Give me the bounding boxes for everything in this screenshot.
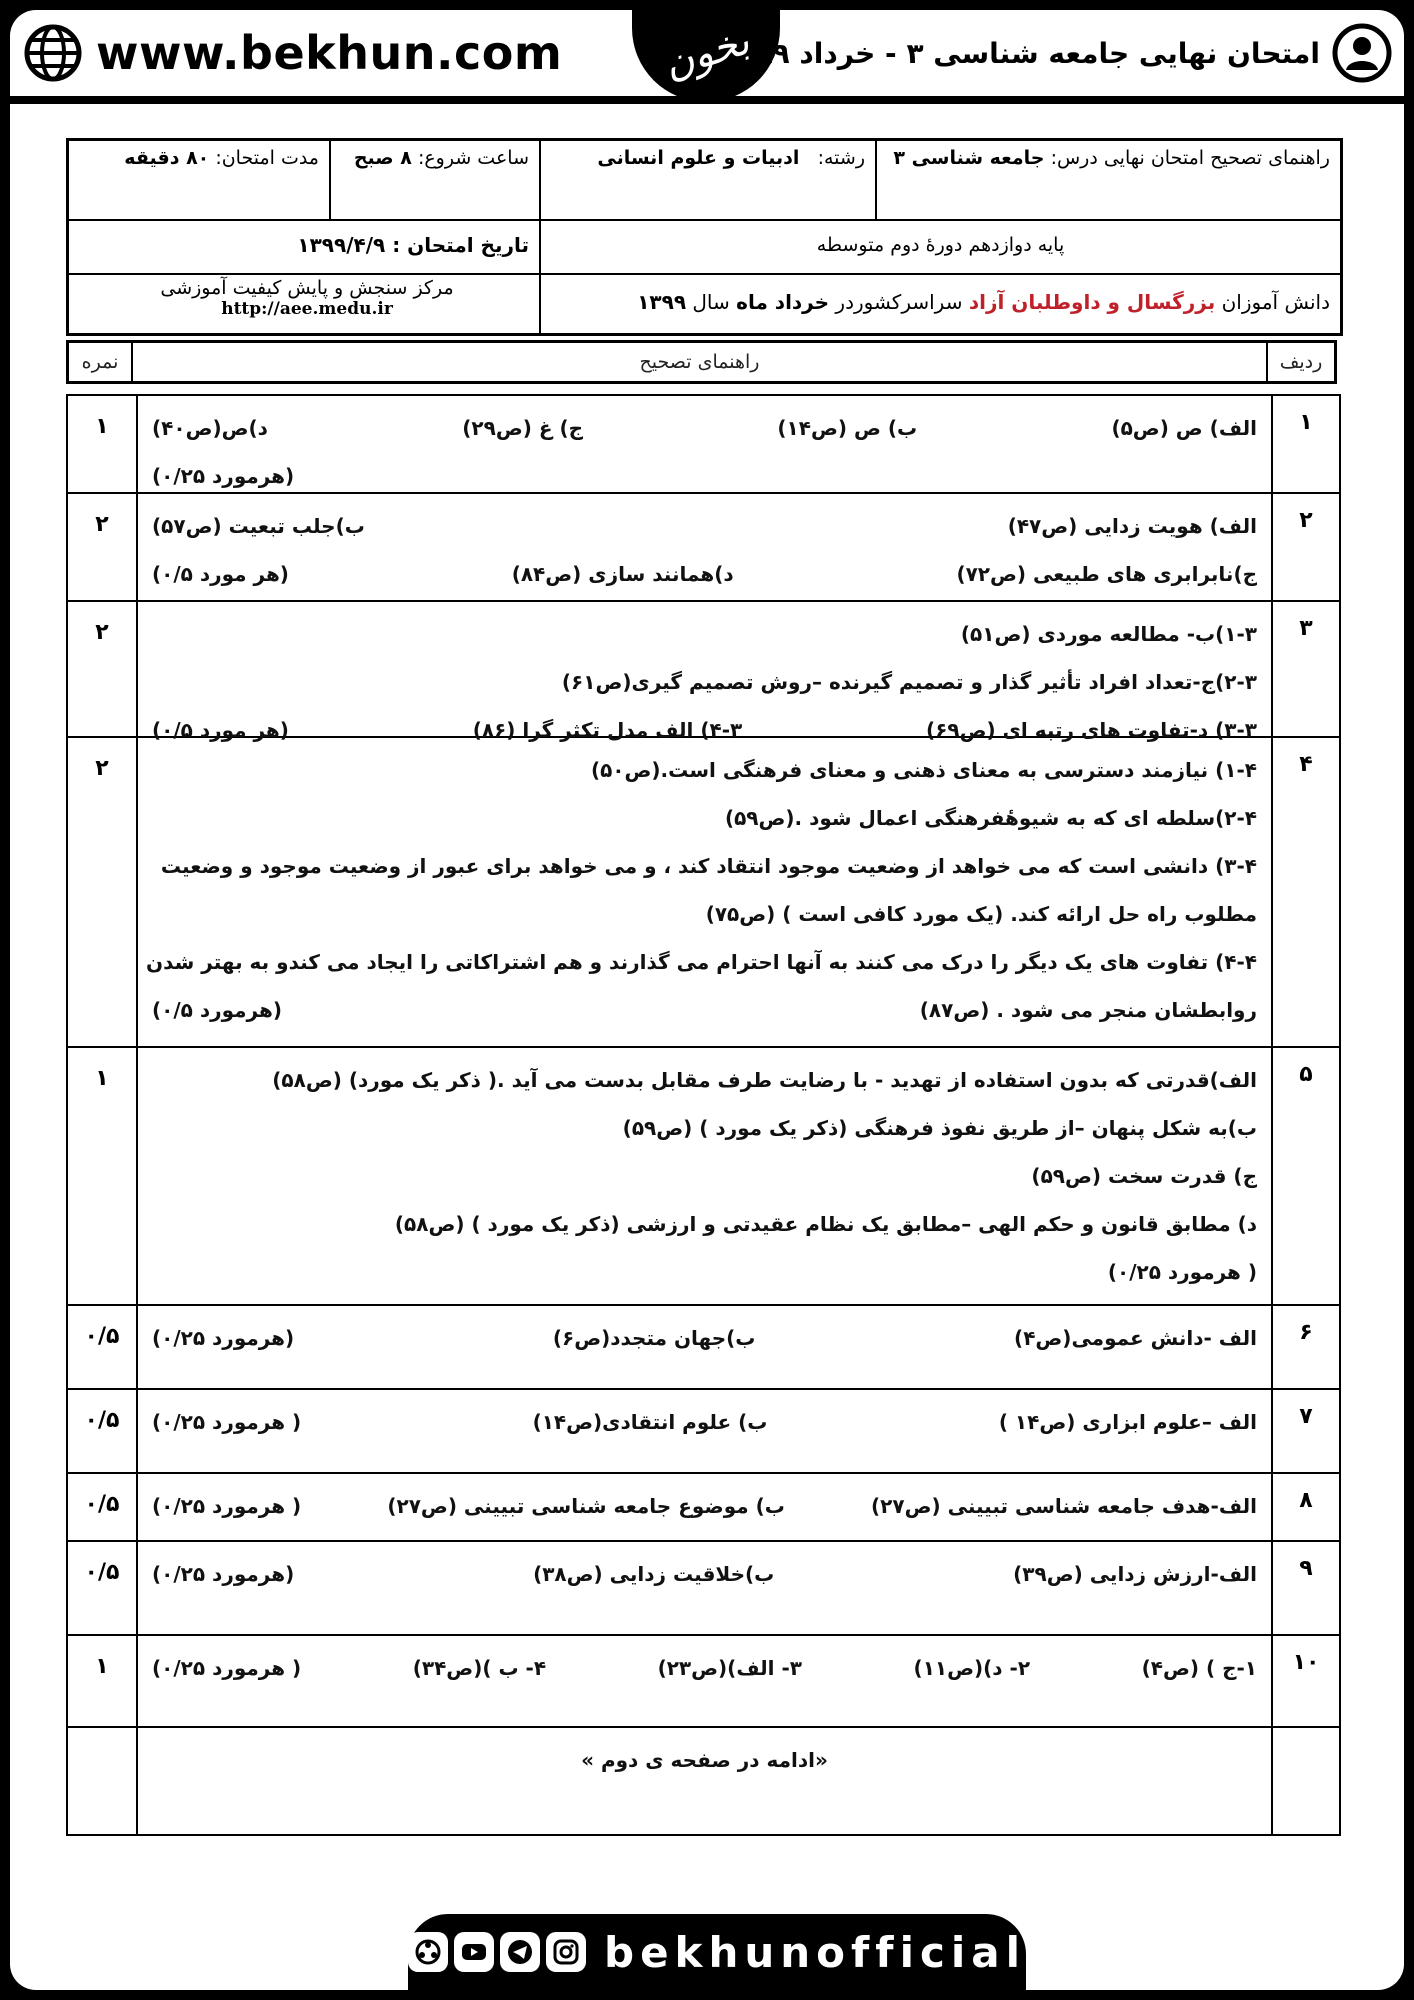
row-number: ۶	[1271, 1306, 1339, 1388]
answer-text: ۳- الف)(ص۲۳)	[657, 1656, 802, 1680]
row-number: ۲	[1271, 494, 1339, 600]
answer-text: ( هرمورد ۰/۲۵)	[152, 1494, 302, 1518]
instagram-icon[interactable]	[546, 1932, 586, 1972]
row-number: ۳	[1271, 602, 1339, 736]
answer-text: ( هرمورد ۰/۲۵)	[152, 1656, 302, 1680]
grade-cell: پایه دوازدهم دورهٔ دوم متوسطه	[539, 221, 1340, 273]
answer-text: ۲-۳)ج-تعداد افراد تأثیر گذار و تصمیم گیرنده –روش تصمیم گیری(ص۶۱)	[561, 670, 1257, 694]
answer-text: ( هرمورد ۰/۲۵)	[152, 1410, 302, 1434]
answer-row	[68, 494, 1339, 602]
answer-text: الف)قدرتی که بدون استفاده از تهدید - با رضایت طرف مقابل بدست می آید .( ذکر یک مورد) (ص۵۸)	[272, 1068, 1257, 1092]
answer-text: ج) غ (ص۲۹)	[462, 416, 584, 440]
answer-text: الف-هدف جامعه شناسی تبیینی (ص۲۷)	[871, 1494, 1257, 1518]
answer-text: ج)نابرابری های طبیعی (ص۷۲)	[956, 562, 1257, 586]
answer-text: الف -دانش عمومی(ص۴)	[1014, 1326, 1257, 1350]
answer-text: د) مطابق قانون و حکم الهی –مطابق یک نظام عقیدتی و ارزشی (ذکر یک مورد ) (ص۵۸)	[394, 1212, 1257, 1236]
answer-row	[68, 738, 1339, 1048]
answer-guide	[136, 396, 1271, 492]
row-number: ۴	[1271, 738, 1339, 1046]
logo-text: بخون	[657, 17, 755, 89]
answer-text: الف) ص (ص۵)	[1111, 416, 1257, 440]
answer-text: ب)به شکل پنهان –از طریق نفوذ فرهنگی (ذکر یک مورد ) (ص۵۹)	[622, 1116, 1257, 1140]
answer-text: ب) موضوع جامعه شناسی تبیینی (ص۲۷)	[387, 1494, 785, 1518]
answer-text: روابطشان منجر می شود . (ص۸۷)	[919, 998, 1257, 1022]
row-score: ۰/۵	[84, 1560, 120, 1585]
answer-row	[68, 602, 1339, 742]
answer-row	[68, 1390, 1339, 1474]
answer-text: ۲- د)(ص۱۱)	[913, 1656, 1031, 1680]
answer-guide	[136, 738, 1271, 1046]
answer-row	[68, 1048, 1339, 1306]
row-number: ۱	[1271, 396, 1339, 492]
center-name: مرکز سنجش و پایش کیفیت آموزشی	[160, 277, 454, 299]
col-guide: راهنمای تصحیح	[131, 343, 1266, 381]
answer-guide	[136, 602, 1271, 742]
row-score	[68, 1728, 136, 1834]
row-number: ۷	[1271, 1390, 1339, 1472]
answer-text: ۲-۴)سلطه ای که به شیوهٔفرهنگی اعمال شود .(ص۵۹)	[724, 806, 1257, 830]
answer-text: (هر مورد ۰/۵)	[152, 562, 289, 586]
answer-text: (هرمورد ۰/۲۵)	[152, 464, 295, 488]
field-cell: رشته: ادبیات و علوم انسانی	[539, 141, 875, 219]
students-cell: دانش آموزان بزرگسال و داوطلبان آزاد سراسرکشوردر خرداد ماه سال ۱۳۹۹	[539, 275, 1340, 333]
row-score: ۲	[95, 756, 109, 781]
center-cell	[75, 275, 539, 333]
answer-row	[68, 1542, 1339, 1636]
answer-text: د)ص(ص۴۰)	[152, 416, 268, 440]
social-footer	[408, 1914, 1026, 1990]
site-url[interactable]: www.bekhun.com	[96, 26, 563, 80]
answer-text: ب) علوم انتقادی(ص۱۴)	[532, 1410, 768, 1434]
answer-text: (هر مورد ۰/۵)	[152, 718, 289, 742]
answer-column-header	[66, 340, 1337, 384]
answer-row	[68, 1306, 1339, 1390]
answer-text: ۳-۴) دانشی است که می خواهد از وضعیت موجود انتقاد کند ، و می خواهد برای عبور از وضعیت موجود و وضعیت	[160, 854, 1257, 878]
answer-text: الف) هویت زدایی (ص۴۷)	[1007, 514, 1257, 538]
answer-text: د)همانند سازی (ص۸۴)	[511, 562, 734, 586]
exam-info-table	[66, 138, 1343, 336]
answer-text: ب) ص (ص۱۴)	[777, 416, 918, 440]
col-row: ردیف	[1266, 343, 1334, 381]
answer-guide	[136, 1390, 1271, 1472]
answer-text: (هرمورد ۰/۲۵)	[152, 1326, 295, 1350]
center-url[interactable]: http://aee.medu.ir	[221, 299, 393, 319]
answer-guide	[136, 494, 1271, 600]
answer-guide	[136, 1728, 1271, 1834]
telegram-icon[interactable]	[500, 1932, 540, 1972]
answer-text: ۳-۳) د-تفاوت های رتبه ای (ص۶۹)	[926, 718, 1257, 742]
row-score: ۰/۵	[84, 1492, 120, 1517]
row-number	[1271, 1728, 1339, 1834]
row-number: ۸	[1271, 1474, 1339, 1540]
row-score: ۰/۵	[84, 1408, 120, 1433]
row-score: ۱	[95, 1654, 109, 1679]
answers-table	[66, 394, 1341, 1836]
header-bar	[10, 10, 1404, 104]
answer-text: ( هرمورد ۰/۲۵)	[1107, 1260, 1257, 1284]
exam-page	[10, 10, 1404, 1990]
answer-text: ۴- ب )(ص۳۴)	[412, 1656, 547, 1680]
exam-title-block	[755, 20, 1392, 86]
site-link[interactable]	[24, 22, 562, 84]
start-time-cell: ساعت شروع: ۸ صبح	[329, 141, 539, 219]
social-handle[interactable]: bekhunofficial	[604, 1927, 1027, 1977]
row-number: ۹	[1271, 1542, 1339, 1634]
answer-text: ۱-۳)ب- مطالعه موردی (ص۵۱)	[960, 622, 1257, 646]
answer-text: «ادامه در صفحه ی دوم »	[581, 1748, 828, 1772]
row-score: ۱	[95, 1066, 109, 1091]
answer-text: (هرمورد ۰/۲۵)	[152, 1562, 295, 1586]
course-cell: راهنمای تصحیح امتحان نهایی درس: جامعه شناسی ۳	[875, 141, 1340, 219]
answer-guide	[136, 1306, 1271, 1388]
date-cell: تاریخ امتحان : ۱۳۹۹/۴/۹	[297, 233, 529, 257]
globe-icon	[24, 24, 82, 82]
answer-text: الف –علوم ابزاری (ص۱۴ )	[998, 1410, 1257, 1434]
row-score: ۱	[95, 414, 109, 439]
answer-text: ب)جلب تبعیت (ص۵۷)	[152, 514, 365, 538]
answer-text: (هرمورد ۰/۵)	[152, 998, 282, 1022]
col-score: نمره	[81, 351, 119, 373]
answer-row	[68, 1474, 1339, 1542]
row-number: ۱۰	[1271, 1636, 1339, 1726]
answer-guide	[136, 1474, 1271, 1540]
answer-text: الف-ارزش زدایی (ص۳۹)	[1013, 1562, 1257, 1586]
answer-row	[68, 396, 1339, 494]
answer-text: ج) قدرت سخت (ص۵۹)	[1031, 1164, 1257, 1188]
row-score: ۲	[95, 620, 109, 645]
answer-guide	[136, 1048, 1271, 1304]
row-score: ۲	[95, 512, 109, 537]
answer-row	[68, 1636, 1339, 1728]
answer-text: ب)خلاقیت زدایی (ص۳۸)	[533, 1562, 775, 1586]
answer-text: ب)جهان متجدد(ص۶)	[552, 1326, 756, 1350]
answer-guide	[136, 1542, 1271, 1634]
answer-text: ۱-ج ) (ص۴)	[1141, 1656, 1257, 1680]
answer-text: ۴-۴) تفاوت های یک دیگر را درک می کنند به آنها احترام می گذارند و هم اشتراکاتی را ایجاد می کندو به بهتر شدن	[146, 950, 1257, 974]
youtube-icon[interactable]	[454, 1932, 494, 1972]
duration-cell: مدت امتحان: ۸۰ دقیقه	[124, 147, 319, 169]
answer-text: ۴-۳) الف مدل تکثر گرا (۸۶)	[472, 718, 743, 742]
user-icon	[1332, 23, 1392, 83]
row-score: ۰/۵	[84, 1324, 120, 1349]
answer-row	[68, 1728, 1339, 1834]
answer-text: مطلوب راه حل ارائه کند. (یک مورد کافی است ) (ص۷۵)	[705, 902, 1257, 926]
answer-guide	[136, 1636, 1271, 1726]
answer-text: ۱-۴) نیازمند دسترسی به معنای ذهنی و معنای فرهنگی است.(ص۵۰)	[590, 758, 1257, 782]
rubika-icon[interactable]	[408, 1932, 448, 1972]
row-number: ۵	[1271, 1048, 1339, 1304]
exam-title: امتحان نهایی جامعه شناسی ۳ - خرداد ۹۹	[755, 36, 1320, 70]
